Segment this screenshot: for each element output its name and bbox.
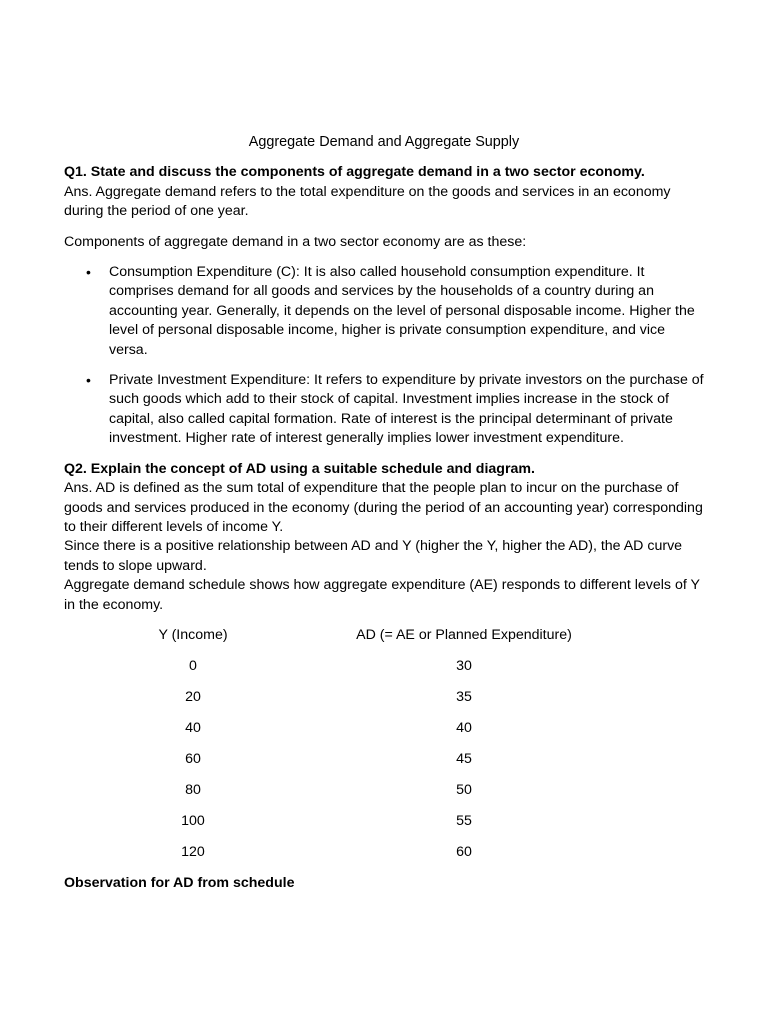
q1-components-list bbox=[64, 263, 704, 449]
table-cell-ad: 40 bbox=[456, 719, 472, 736]
table-cell-ad: 35 bbox=[456, 688, 472, 705]
q2-answer-line: Since there is a positive relationship between AD and Y (higher the Y, higher the AD), the AD curve tends to slope upward. bbox=[64, 538, 683, 574]
bullet-icon: • bbox=[86, 264, 91, 281]
table-cell-y: 60 bbox=[185, 750, 201, 767]
list-item-text: Consumption Expenditure (C): It is also called household consumption expenditure. It comprises demand for all goods and services by the households of a country during an accounting year. Generally, it depends on the level of personal disposable income. Higher the level of personal disposable income, higher is private consumption expenditure, and vice versa. bbox=[109, 264, 695, 358]
table-row bbox=[64, 750, 704, 781]
table-cell-y: 40 bbox=[185, 719, 201, 736]
observation-heading: Observation for AD from schedule bbox=[64, 874, 295, 891]
document-title: Aggregate Demand and Aggregate Supply bbox=[248, 134, 520, 150]
table-header-row bbox=[64, 626, 704, 657]
table-cell-ad: 60 bbox=[456, 843, 472, 860]
table-cell-y: 80 bbox=[185, 781, 201, 798]
table-row bbox=[64, 688, 704, 719]
table-cell-ad: 50 bbox=[456, 781, 472, 798]
table-row bbox=[64, 719, 704, 750]
q2-answer-line: Aggregate demand schedule shows how aggregate expenditure (AE) responds to different levels of Y in the economy. bbox=[64, 577, 700, 613]
list-item bbox=[64, 371, 704, 449]
column-header-y: Y (Income) bbox=[158, 626, 228, 643]
q1-components-intro: Components of aggregate demand in a two sector economy are as these: bbox=[64, 233, 527, 250]
list-item bbox=[64, 263, 704, 360]
q1-question: Q1. State and discuss the components of aggregate demand in a two sector economy. bbox=[64, 164, 645, 181]
list-item-text: Private Investment Expenditure: It refers to expenditure by private investors on the purchase of such goods which add to their stock of capital. Investment implies increase in the stock of capital, also called capital formation. Rate of interest is the principal determinant of private investment. Higher rate of interest generally implies lower investment expenditure. bbox=[109, 372, 704, 447]
bullet-icon: • bbox=[86, 372, 91, 389]
document-page bbox=[64, 133, 704, 893]
q2-question: Q2. Explain the concept of AD using a suitable schedule and diagram. bbox=[64, 460, 535, 477]
table-cell-y: 0 bbox=[189, 657, 197, 674]
ad-schedule-table bbox=[64, 626, 704, 874]
column-header-ad: AD (= AE or Planned Expenditure) bbox=[356, 626, 572, 643]
table-row bbox=[64, 812, 704, 843]
table-row bbox=[64, 843, 704, 874]
q2-answer-line: Ans. AD is defined as the sum total of expenditure that the people plan to incur on the purchase of goods and services produced in the economy (during the period of an accounting year) corresponding to their different levels of income Y. bbox=[64, 480, 703, 535]
table-cell-y: 120 bbox=[181, 843, 205, 860]
table-cell-ad: 55 bbox=[456, 812, 472, 829]
q1-answer: Ans. Aggregate demand refers to the total expenditure on the goods and services in an economy during the period of one year. bbox=[64, 183, 671, 220]
table-row bbox=[64, 781, 704, 812]
table-cell-y: 20 bbox=[185, 688, 201, 705]
table-row bbox=[64, 657, 704, 688]
table-cell-ad: 30 bbox=[456, 657, 472, 674]
table-cell-ad: 45 bbox=[456, 750, 472, 767]
table-cell-y: 100 bbox=[181, 812, 205, 829]
